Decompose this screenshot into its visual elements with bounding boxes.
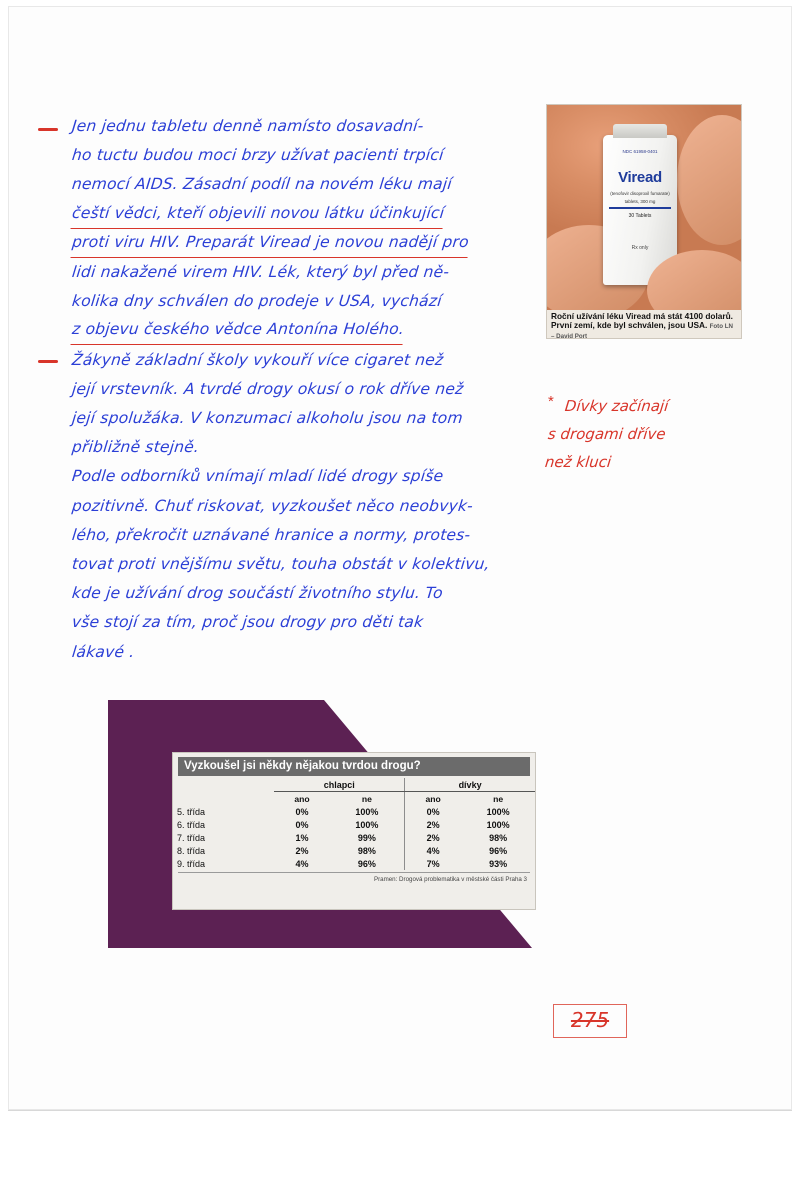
newspaper-photo-clipping — [546, 104, 742, 339]
handwritten-line: lidi nakažené virem HIV. Lék, který byl před ně- — [71, 262, 451, 281]
cell-boys-yes: 2% — [295, 845, 309, 856]
handwritten-line: lákavé . — [71, 642, 136, 661]
row-label: 8. třída — [177, 845, 206, 856]
handwritten-line: nemocí AIDS. Zásadní podíl na novém léku mají — [71, 175, 453, 194]
bottle-strength: tablets, 300 mg — [624, 199, 656, 204]
col-header-boys-no: ne — [361, 793, 372, 804]
cell-boys-no: 100% — [355, 819, 379, 830]
scan-bottom-edge — [8, 1110, 792, 1111]
photo-caption-text: Roční užívání léku Viread má stát 4100 dolarů. První zemí, kde byl schválen, jsou USA. — [551, 311, 733, 331]
handwritten-line: pozitivně. Chuť riskovat, vyzkoušet něco neobvyk- — [71, 496, 474, 515]
handwritten-line: lého, překročit uznávané hranice a normy, protes- — [71, 525, 472, 544]
table-row — [173, 805, 535, 818]
handwritten-line: její vrstevník. A tvrdé drogy okusí o rok dříve než — [71, 379, 465, 398]
cell-boys-yes: 0% — [295, 819, 309, 830]
poll-table — [173, 778, 535, 870]
cell-girls-no: 98% — [489, 832, 508, 843]
cell-girls-yes: 2% — [405, 831, 462, 844]
table-row — [173, 844, 535, 857]
page-number-stamp — [553, 1004, 627, 1038]
handwritten-line-underlined: proti viru HIV. Preparát Viread je novou nadějí pro — [70, 229, 470, 258]
col-header-girls-no: ne — [493, 793, 504, 804]
cell-girls-no: 100% — [486, 819, 510, 830]
red-dash-marker — [38, 128, 58, 131]
cell-boys-yes: 4% — [295, 858, 309, 869]
newspaper-table-clipping — [172, 752, 536, 910]
red-note-line: než kluci — [544, 453, 613, 471]
finger-shape — [677, 115, 742, 245]
cell-boys-yes: 0% — [295, 806, 309, 817]
col-header-boys-yes: ano — [294, 793, 310, 804]
cell-girls-yes: 4% — [405, 844, 462, 857]
bottle-rx-label: Rx only — [631, 245, 649, 251]
cell-boys-no: 100% — [355, 806, 379, 817]
handwritten-line: ho tuctu budou moci brzy užívat pacienti trpící — [71, 146, 445, 165]
bottle-ndc-text: NDC 61958-0401 — [622, 149, 658, 154]
red-dash-marker — [38, 360, 58, 363]
bottle-cap — [613, 124, 667, 138]
bottle-brand-name: Viread — [618, 169, 662, 186]
row-label: 6. třída — [177, 819, 206, 830]
cell-girls-no: 100% — [486, 806, 510, 817]
page-number: 275 — [570, 1008, 610, 1032]
handwritten-line: tovat proti vnějšímu světu, touha obstát v kolektivu, — [71, 555, 491, 573]
handwritten-line: kolika dny schválen do prodeje v USA, vychází — [71, 292, 443, 311]
table-source: Pramen: Drogová problematika v městské části Praha 3 — [373, 876, 527, 883]
row-label: 5. třída — [177, 806, 206, 817]
red-note-line: Dívky začínají — [563, 397, 670, 415]
group-header-girls: dívky — [405, 778, 535, 792]
handwritten-text-block — [72, 112, 552, 667]
photo-hand-holding-bottle — [547, 105, 741, 310]
row-label: 7. třída — [177, 832, 206, 843]
red-margin-note — [544, 392, 783, 476]
red-note-line: s drogami dříve — [547, 425, 667, 443]
handwritten-line: kde je užívání drog součástí životního stylu. To — [71, 584, 444, 603]
cell-girls-yes: 0% — [405, 805, 462, 818]
col-header-girls-yes: ano — [405, 792, 462, 806]
cell-girls-yes: 2% — [405, 818, 462, 831]
table-group-header-row — [173, 778, 535, 792]
photo-caption — [547, 310, 741, 338]
handwritten-line-underlined: z objevu českého vědce Antonína Holého. — [70, 316, 405, 345]
row-label: 9. třída — [177, 858, 206, 869]
cell-girls-yes: 7% — [405, 857, 462, 870]
asterisk-marker: * — [548, 393, 554, 410]
cell-boys-no: 96% — [357, 858, 376, 869]
handwritten-line-underlined: čeští vědci, kteří objevili novou látku účinkující — [70, 200, 445, 229]
handwritten-line: Žákyně základní školy vykouří více cigaret než — [71, 350, 445, 369]
cell-boys-no: 99% — [357, 832, 376, 843]
bottle-generic-name: (tenofovir disoproxil fumarate) — [610, 191, 670, 196]
handwritten-line: Jen jednu tabletu denně namísto dosavadní- — [71, 117, 425, 135]
cell-girls-no: 93% — [489, 858, 508, 869]
table-column-header-row — [173, 792, 535, 806]
table-row — [173, 857, 535, 870]
group-header-boys: chlapci — [274, 778, 404, 792]
table-title: Vyzkoušel jsi někdy nějakou tvrdou drogu? — [178, 757, 530, 776]
handwritten-line: vše stojí za tím, proč jsou drogy pro děti tak — [71, 613, 425, 632]
bottle-divider — [609, 207, 671, 209]
bottle-count: 30 Tablets — [628, 213, 652, 219]
handwritten-line: její spolužáka. V konzumaci alkoholu jsou na tom — [71, 408, 464, 427]
table-row — [173, 831, 535, 844]
table-row — [173, 818, 535, 831]
cell-boys-no: 98% — [357, 845, 376, 856]
cell-girls-no: 96% — [489, 845, 508, 856]
photo-credit: Foto LN – David Port — [551, 323, 733, 339]
handwritten-line: Podle odborníků vnímají mladí lidé drogy spíše — [71, 467, 445, 486]
handwritten-line: přibližně stejně. — [71, 438, 201, 457]
cell-boys-yes: 1% — [295, 832, 309, 843]
